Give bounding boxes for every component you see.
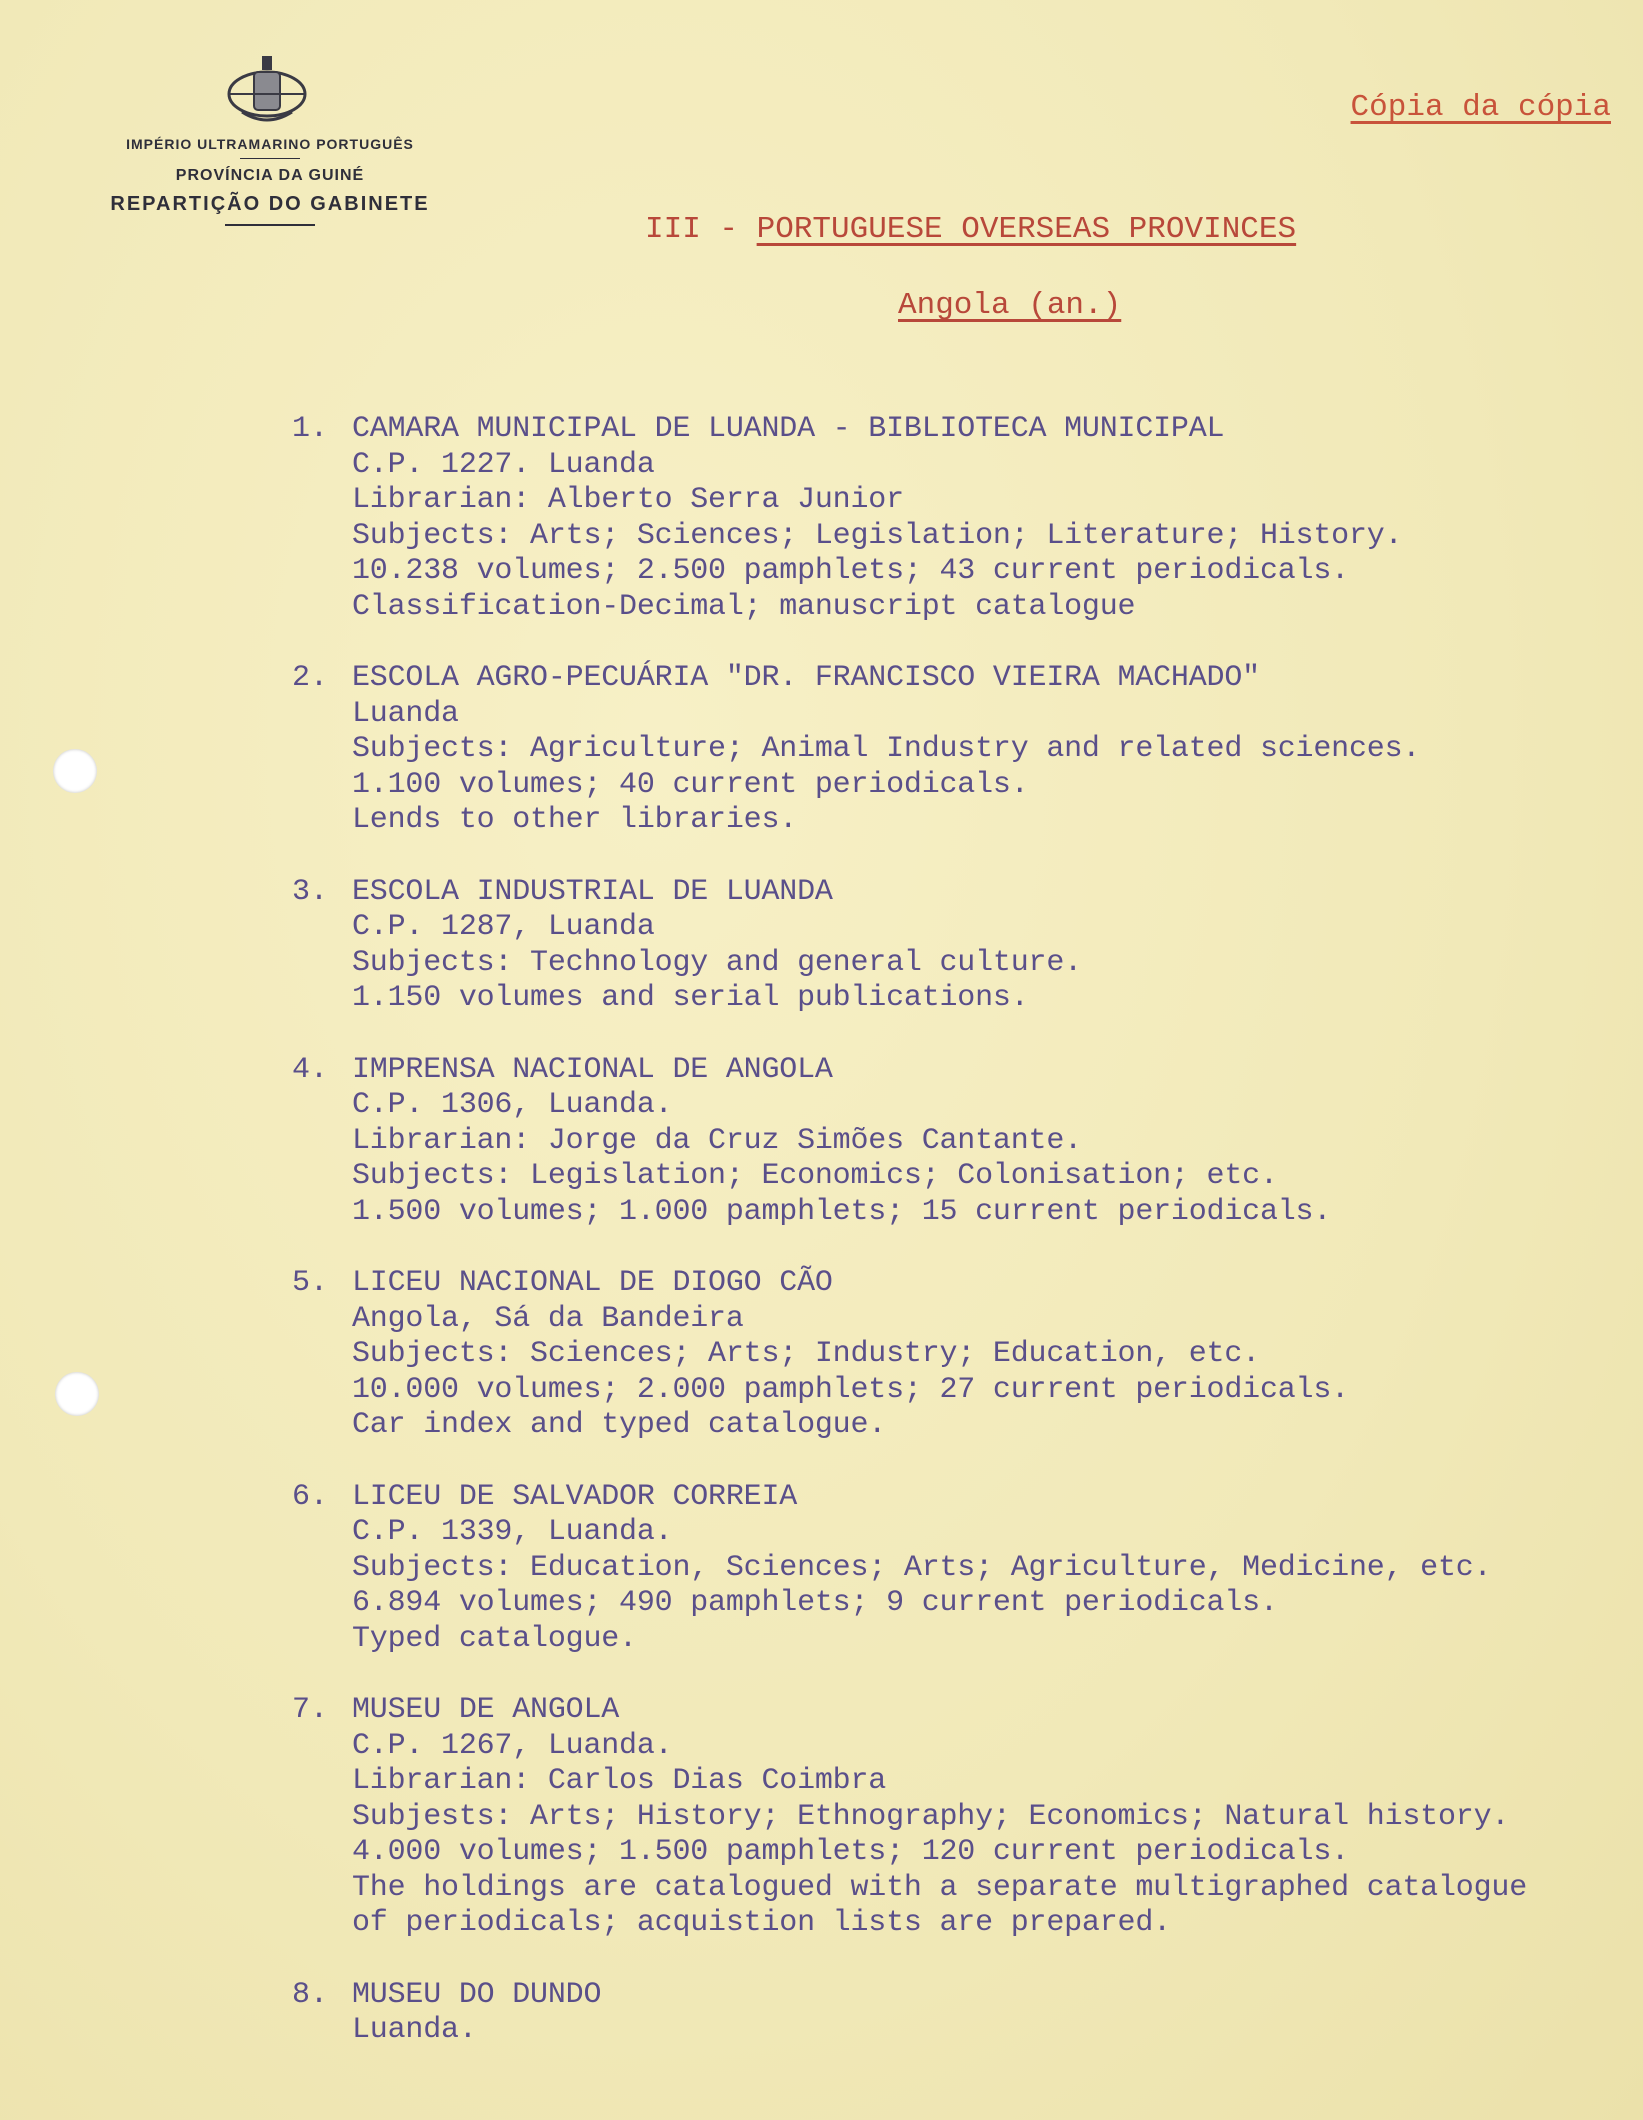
entry-line: C.P. 1227. Luanda	[352, 447, 655, 482]
entry-line: Lends to other libraries.	[352, 803, 798, 837]
entry-line: C.P. 1306, Luanda.	[352, 1088, 673, 1122]
copy-note: Cópia da cópia	[1350, 90, 1611, 125]
section-subheading: Angola (an.)	[898, 288, 1122, 323]
entry-number: 5.	[292, 1266, 329, 1300]
entry-line: Subjects: Arts; Sciences; Legislation; Literature; History.	[352, 518, 1403, 553]
entry-line: 1.150 volumes and serial publications.	[352, 981, 1029, 1015]
entry-line: Subjects: Agriculture; Animal Industry and related sciences.	[352, 732, 1421, 766]
entry-line: 6.894 volumes; 490 pamphlets; 9 current periodicals.	[352, 1586, 1278, 1620]
entry-lines	[352, 1053, 1632, 1231]
entry-line: Car index and typed catalogue.	[352, 1408, 887, 1442]
entry-line: MUSEU DE ANGOLA	[352, 1693, 620, 1727]
entry-line: LICEU DE SALVADOR CORREIA	[352, 1479, 798, 1514]
entry-line: Subjects: Education, Sciences; Arts; Agriculture, Medicine, etc.	[352, 1550, 1492, 1585]
letterhead-empire: IMPÉRIO ULTRAMARINO PORTUGUÊS	[126, 136, 414, 152]
entry-line: C.P. 1339, Luanda.	[352, 1515, 673, 1549]
entry-line: Subjects: Sciences; Arts; Industry; Education, etc.	[352, 1337, 1260, 1371]
heading-prefix: III -	[645, 212, 757, 247]
entry-line: ESCOLA AGRO-PECUÁRIA "DR. FRANCISCO VIEIRA MACHADO"	[352, 661, 1260, 695]
entry-number: 3.	[292, 874, 329, 909]
entry-line: Luanda.	[352, 2013, 477, 2047]
entry-line: MUSEU DO DUNDO	[352, 1977, 602, 2012]
entry-number: 6.	[292, 1479, 329, 1514]
entry-lines	[352, 1266, 1632, 1444]
entry-line: Librarian: Jorge da Cruz Simões Cantante.	[352, 1123, 1082, 1158]
letterhead-divider	[225, 224, 315, 226]
entry-number: 7.	[292, 1693, 329, 1727]
entry-lines	[352, 875, 1632, 1017]
entry-list	[292, 412, 1632, 2085]
entry-line: ESCOLA INDUSTRIAL DE LUANDA	[352, 874, 833, 909]
heading-title: PORTUGUESE OVERSEAS PROVINCES	[756, 212, 1297, 247]
section-heading	[645, 212, 1296, 247]
punch-hole	[55, 1372, 99, 1416]
entry-lines	[352, 1480, 1632, 1658]
entry-line: IMPRENSA NACIONAL DE ANGOLA	[352, 1052, 833, 1087]
entry-line: Librarian: Carlos Dias Coimbra	[352, 1764, 887, 1798]
letterhead	[70, 136, 470, 226]
entry-lines	[352, 661, 1632, 839]
entry-line: Subjests: Arts; History; Ethnography; Economics; Natural history.	[352, 1799, 1510, 1834]
entry-lines	[352, 1978, 1632, 2049]
entry-lines	[352, 412, 1632, 625]
list-item	[292, 1693, 1632, 1942]
entry-number: 8.	[292, 1977, 329, 2012]
entry-line: CAMARA MUNICIPAL DE LUANDA - BIBLIOTECA MUNICIPAL	[352, 412, 1225, 446]
entry-line: Classification-Decimal; manuscript catalogue	[352, 589, 1136, 624]
entry-line: The holdings are catalogued with a separate multigraphed catalogue	[352, 1870, 1527, 1905]
entry-line: Subjects: Legislation; Economics; Colonisation; etc.	[352, 1159, 1278, 1193]
entry-number: 1.	[292, 412, 329, 446]
entry-line: Luanda	[352, 696, 459, 731]
list-item	[292, 412, 1632, 625]
list-item	[292, 1978, 1632, 2049]
entry-line: Subjects: Technology and general culture.	[352, 945, 1082, 980]
entry-line: 10.238 volumes; 2.500 pamphlets; 43 current periodicals.	[352, 554, 1349, 588]
entry-number: 4.	[292, 1052, 329, 1087]
letterhead-department: REPARTIÇÃO DO GABINETE	[110, 193, 430, 215]
entry-line: 1.500 volumes; 1.000 pamphlets; 15 current periodicals.	[352, 1194, 1332, 1229]
list-item	[292, 1266, 1632, 1444]
punch-hole	[53, 749, 97, 793]
list-item	[292, 1053, 1632, 1231]
entry-lines	[352, 1693, 1632, 1942]
entry-line: Librarian: Alberto Serra Junior	[352, 483, 904, 517]
entry-line: 1.100 volumes; 40 current periodicals.	[352, 767, 1029, 802]
list-item	[292, 1480, 1632, 1658]
list-item	[292, 661, 1632, 839]
list-item	[292, 875, 1632, 1017]
letterhead-province: PROVÍNCIA DA GUINÉ	[175, 167, 365, 184]
entry-line: C.P. 1267, Luanda.	[352, 1728, 673, 1763]
entry-line: Typed catalogue.	[352, 1621, 637, 1656]
letterhead-divider	[240, 158, 300, 159]
entry-line: 10.000 volumes; 2.000 pamphlets; 27 current periodicals.	[352, 1372, 1349, 1407]
entry-line: of periodicals; acquistion lists are prepared.	[352, 1906, 1171, 1940]
entry-line: LICEU NACIONAL DE DIOGO CÃO	[352, 1266, 833, 1300]
entry-line: Angola, Sá da Bandeira	[352, 1301, 744, 1336]
coat-of-arms-emblem	[222, 52, 312, 132]
entry-number: 2.	[292, 661, 329, 695]
entry-line: C.P. 1287, Luanda	[352, 910, 655, 944]
entry-line: 4.000 volumes; 1.500 pamphlets; 120 current periodicals.	[352, 1835, 1349, 1869]
